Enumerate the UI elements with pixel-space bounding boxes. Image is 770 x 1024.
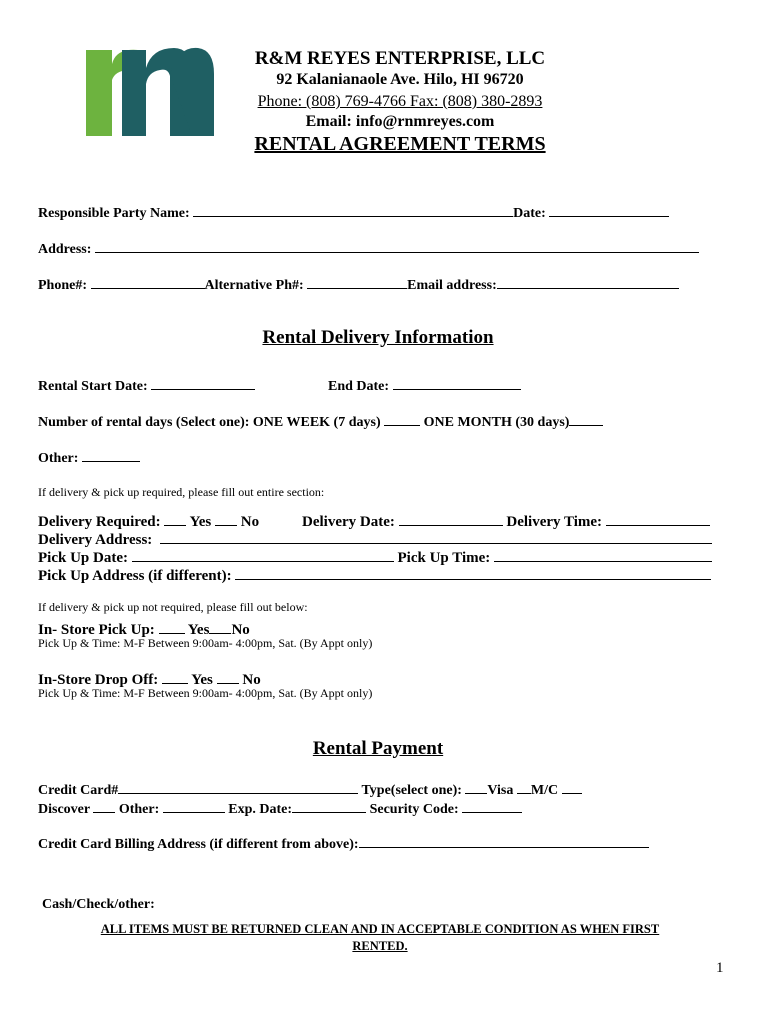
other-payment-label: Other:: [118, 802, 160, 817]
company-name: R&M REYES ENTERPRISE, LLC: [254, 48, 546, 69]
instore-dropoff-label: In-Store Drop Off:: [38, 672, 159, 688]
end-date-row: [328, 375, 521, 395]
delivery-info-title: Rental Delivery Information: [262, 327, 494, 348]
discover-label: Discover: [38, 802, 90, 817]
date-label: Date:: [513, 206, 546, 221]
pickup-date-field[interactable]: [132, 547, 394, 562]
rental-start-field[interactable]: [151, 375, 255, 390]
dropoff-hours-note: Pick Up & Time: M-F Between 9:00am- 4:00pm, Sat. (By Appt only): [38, 686, 373, 700]
instore-dropoff-no-label: No: [242, 672, 261, 688]
mc-trailing-field[interactable]: [562, 779, 582, 794]
instore-pickup-no-field[interactable]: [209, 619, 231, 634]
discover-field[interactable]: [93, 798, 115, 813]
pickup-date-label: Pick Up Date:: [38, 550, 128, 566]
company-address: 92 Kalanianaole Ave. Hilo, HI 96720: [276, 71, 524, 88]
instore-pickup-yes-field[interactable]: [159, 619, 185, 634]
return-notice-line2: RENTED.: [352, 939, 408, 953]
mc-field[interactable]: [517, 779, 531, 794]
phone-field[interactable]: [91, 274, 205, 289]
company-email: Email: info@rnmreyes.com: [305, 113, 495, 130]
delivery-yes-label: Yes: [189, 514, 212, 530]
delivery-no-field[interactable]: [215, 511, 237, 526]
instore-dropoff-yes-label: Yes: [191, 672, 213, 688]
mc-label: M/C: [530, 783, 559, 798]
other-label: Other:: [38, 451, 79, 466]
billing-address-row: [38, 833, 649, 853]
pickup-time-field[interactable]: [494, 547, 712, 562]
email-label: Email address:: [407, 278, 497, 293]
billing-address-field[interactable]: [359, 833, 649, 848]
pickup-date-row: [38, 547, 712, 567]
pickup-address-row: [38, 565, 711, 585]
instore-dropoff-no-field[interactable]: [217, 669, 239, 684]
card-type-label: Type(select one):: [361, 783, 462, 798]
responsible-party-row: [38, 202, 669, 222]
date-field[interactable]: [549, 202, 669, 217]
end-date-label: End Date:: [328, 379, 390, 394]
rental-days-row: [38, 411, 603, 431]
pickup-hours-note: Pick Up & Time: M-F Between 9:00am- 4:00pm, Sat. (By Appt only): [38, 636, 373, 650]
rental-start-label: Rental Start Date:: [38, 379, 148, 394]
rental-days-label: Number of rental days (Select one): ONE WEEK (7 days): [38, 415, 381, 430]
alt-phone-label: Alternative Ph#:: [204, 278, 304, 293]
pickup-time-label: Pick Up Time:: [397, 550, 491, 566]
security-code-field[interactable]: [462, 798, 522, 813]
visa-field[interactable]: [465, 779, 487, 794]
security-code-label: Security Code:: [369, 802, 459, 817]
delivery-date-label: Delivery Date:: [302, 514, 395, 530]
note-delivery-not-required: If delivery & pick up not required, please fill out below:: [38, 600, 308, 614]
phone-label: Phone#:: [38, 278, 87, 293]
company-phone-fax: Phone: (808) 769-4766 Fax: (808) 380-2893: [257, 93, 543, 110]
address-field[interactable]: [95, 238, 699, 253]
credit-card-label: Credit Card#: [38, 783, 119, 798]
other-field[interactable]: [82, 447, 140, 462]
discover-row: [38, 798, 522, 818]
delivery-address-label: Delivery Address:: [38, 532, 153, 548]
instore-dropoff-yes-field[interactable]: [162, 669, 188, 684]
note-delivery-required: If delivery & pick up required, please fill out entire section:: [38, 485, 325, 499]
delivery-yes-field[interactable]: [164, 511, 186, 526]
company-logo: [86, 44, 214, 136]
alt-phone-field[interactable]: [307, 274, 407, 289]
other-row: [38, 447, 140, 467]
delivery-no-label: No: [240, 514, 260, 530]
payment-title: Rental Payment: [312, 738, 444, 759]
delivery-address-row: [38, 529, 712, 549]
delivery-time-label: Delivery Time:: [506, 514, 603, 530]
phone-row: [38, 274, 679, 294]
one-month-label: ONE MONTH (30 days): [423, 415, 570, 430]
pickup-address-label: Pick Up Address (if different):: [38, 568, 232, 584]
cash-check-label: Cash/Check/other:: [42, 897, 155, 912]
address-label: Address:: [38, 242, 92, 257]
billing-address-label: Credit Card Billing Address (if different from above):: [38, 837, 359, 852]
other-payment-field[interactable]: [163, 798, 225, 813]
party-name-label: Responsible Party Name:: [38, 206, 190, 221]
credit-card-row: [38, 779, 582, 799]
instore-pickup-label: In- Store Pick Up:: [38, 622, 155, 638]
party-name-field[interactable]: [193, 202, 513, 217]
end-date-field[interactable]: [393, 375, 521, 390]
credit-card-field[interactable]: [118, 779, 358, 794]
exp-date-field[interactable]: [292, 798, 366, 813]
document-title: RENTAL AGREEMENT TERMS: [254, 133, 546, 155]
address-row: [38, 238, 699, 258]
one-month-field[interactable]: [569, 411, 603, 426]
return-notice-line1: ALL ITEMS MUST BE RETURNED CLEAN AND IN ACCEPTABLE CONDITION AS WHEN FIRST: [100, 922, 660, 936]
instore-pickup-yes-label: Yes: [187, 622, 210, 638]
rental-start-row: [38, 375, 255, 395]
delivery-required-row: [38, 511, 259, 531]
email-field[interactable]: [497, 274, 679, 289]
one-week-field[interactable]: [384, 411, 420, 426]
visa-label: Visa: [487, 783, 514, 798]
instore-pickup-no-label: No: [231, 622, 250, 638]
delivery-date-field[interactable]: [399, 511, 503, 526]
delivery-date-time-row: [302, 511, 710, 531]
delivery-address-field[interactable]: [160, 529, 712, 544]
pickup-address-field[interactable]: [235, 565, 711, 580]
delivery-time-field[interactable]: [606, 511, 710, 526]
exp-date-label: Exp. Date:: [228, 802, 293, 817]
page-number: 1: [716, 960, 724, 976]
delivery-required-label: Delivery Required:: [38, 514, 161, 530]
